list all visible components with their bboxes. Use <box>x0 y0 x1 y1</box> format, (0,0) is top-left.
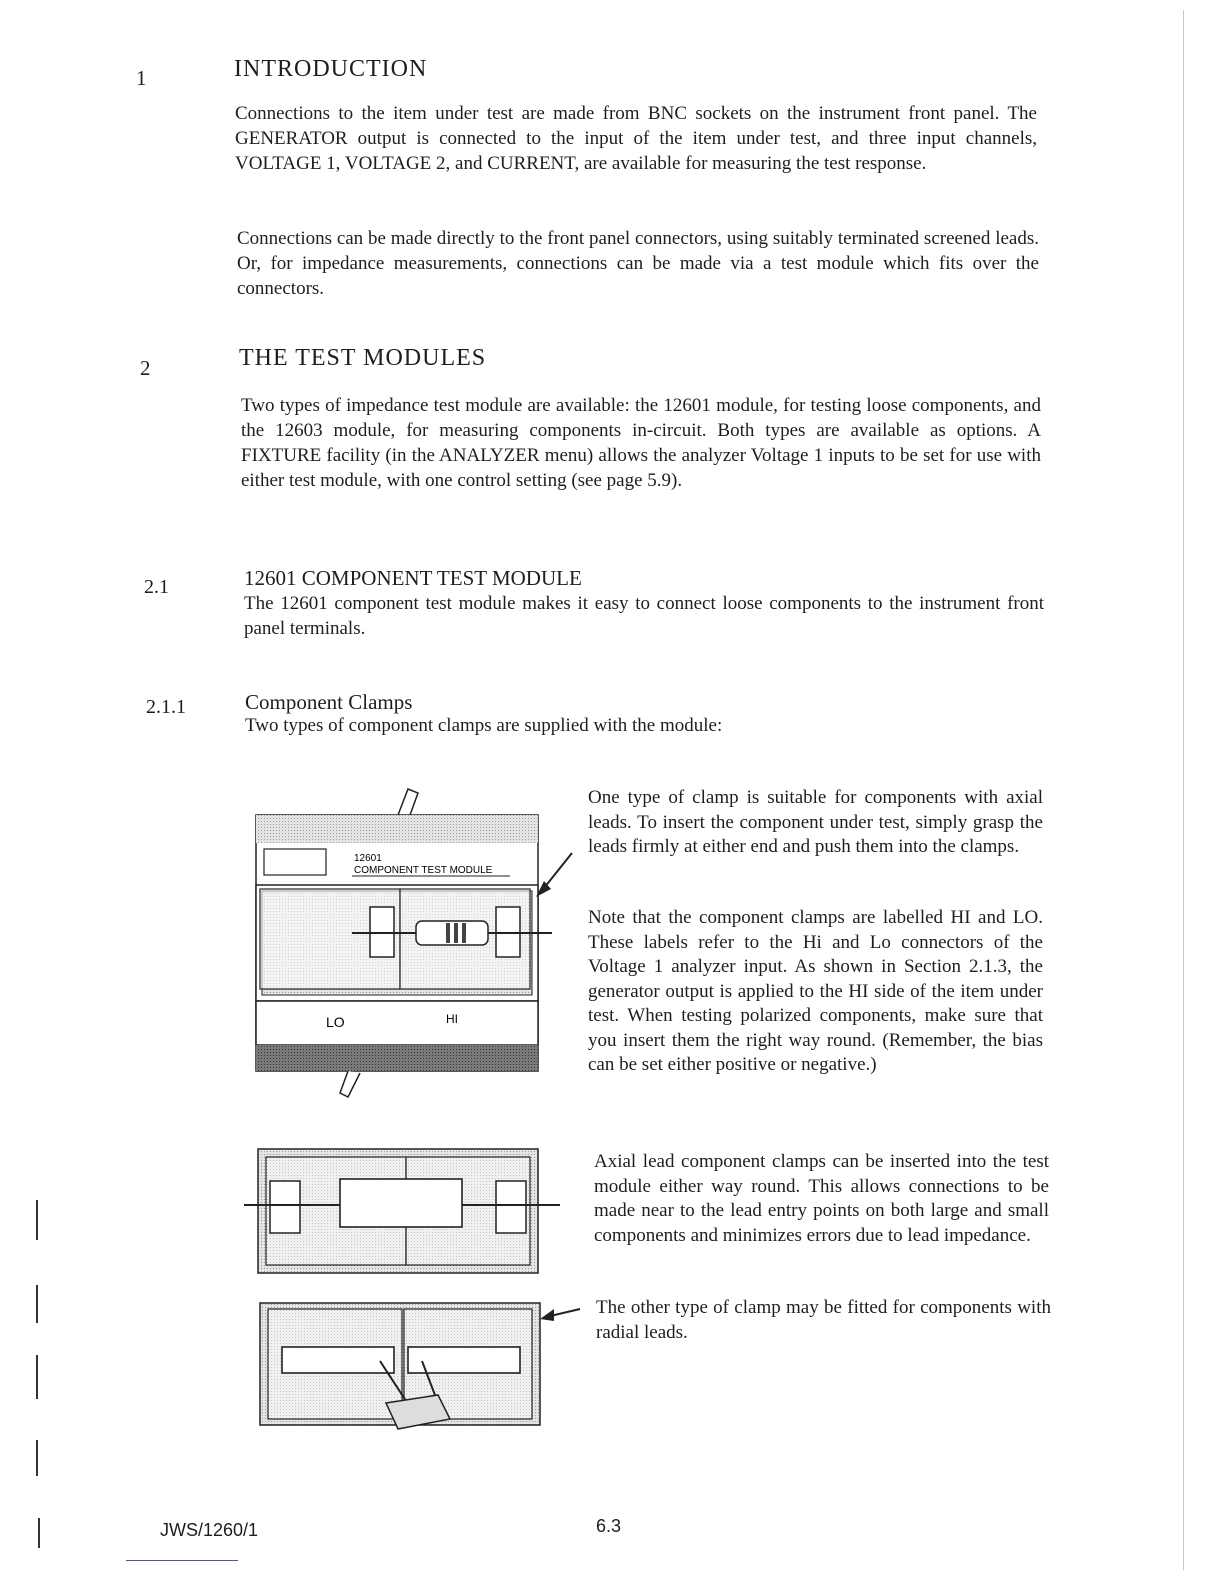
module-model-label: 12601 <box>354 853 382 864</box>
binding-mark <box>36 1440 38 1476</box>
test-module-figure <box>240 785 580 1105</box>
section-number: 2.1.1 <box>146 696 186 718</box>
binding-mark <box>36 1200 38 1240</box>
page-number: 6.3 <box>596 1516 622 1536</box>
section-number: 2 <box>140 356 151 380</box>
radial-clamp-figure <box>250 1295 590 1435</box>
binding-mark <box>38 1518 40 1548</box>
section-title: 12601 COMPONENT TEST MODULE <box>244 566 582 590</box>
clamp-label-hi: HI <box>446 1012 458 1026</box>
section-title: Component Clamps <box>245 690 413 714</box>
axial-clamp-figure <box>240 1145 570 1280</box>
paragraph: One type of clamp is suitable for components with axial leads. To insert the component under test, simply grasp the leads firmly at either end and push them into the clamps. <box>588 787 1043 857</box>
axial-component <box>416 921 488 945</box>
section-title: INTRODUCTION <box>234 56 428 82</box>
paragraph: Connections can be made directly to the front panel connectors, using suitably terminated screened leads. Or, for impedance measurements, connections can be made via a test module which fits over the connectors. <box>237 228 1039 299</box>
clamp-label-lo: LO <box>326 1014 345 1030</box>
axial-component <box>340 1179 462 1227</box>
section-title: THE TEST MODULES <box>239 345 487 371</box>
binding-mark <box>36 1285 38 1323</box>
paragraph: Note that the component clamps are labelled HI and LO. These labels refer to the Hi and Lo connectors of the Voltage 1 analyzer input. As shown in Section 2.1.3, the generator output is applied to the HI side of the item under test. When testing polarized components, make sure that you insert them the right way round. (Remember, the bias can be set either positive or negative.) <box>588 907 1043 1075</box>
paragraph: The 12601 component test module makes it easy to connect loose components to the instrument front panel terminals. <box>244 593 1044 639</box>
paragraph: Two types of impedance test module are available: the 12601 module, for testing loose components, and the 12603 module, for measuring components in-circuit. Both types are available as options. A FIXTURE facility (in the ANALYZER menu) allows the analyzer Voltage 1 inputs to be set for use with either test module, with one control setting (see page 5.9). <box>241 395 1041 491</box>
section-number: 1 <box>136 66 147 90</box>
paragraph: Connections to the item under test are made from BNC sockets on the instrument front panel. The GENERATOR output is connected to the input of the item under test, and three input channels, VOLTAGE 1, VOLTAGE 2, and CURRENT, are available for measuring the test response. <box>235 103 1037 174</box>
binding-mark <box>36 1355 38 1399</box>
paragraph: Two types of component clamps are supplied with the module: <box>245 715 723 736</box>
footer-rule <box>126 1560 238 1561</box>
scan-edge-line <box>1183 10 1184 1570</box>
module-tab-top <box>398 789 418 815</box>
section-number: 2.1 <box>144 576 169 598</box>
paragraph: The other type of clamp may be fitted for components with radial leads. <box>596 1297 1051 1343</box>
document-reference: JWS/1260/1 <box>160 1520 259 1540</box>
module-tab-bottom <box>340 1071 360 1097</box>
paragraph: Axial lead component clamps can be inserted into the test module either way round. This allows connections to be made near to the lead entry points on both large and small components and minimizes errors due to lead impedance. <box>594 1151 1049 1246</box>
module-name-label: COMPONENT TEST MODULE <box>354 865 493 876</box>
